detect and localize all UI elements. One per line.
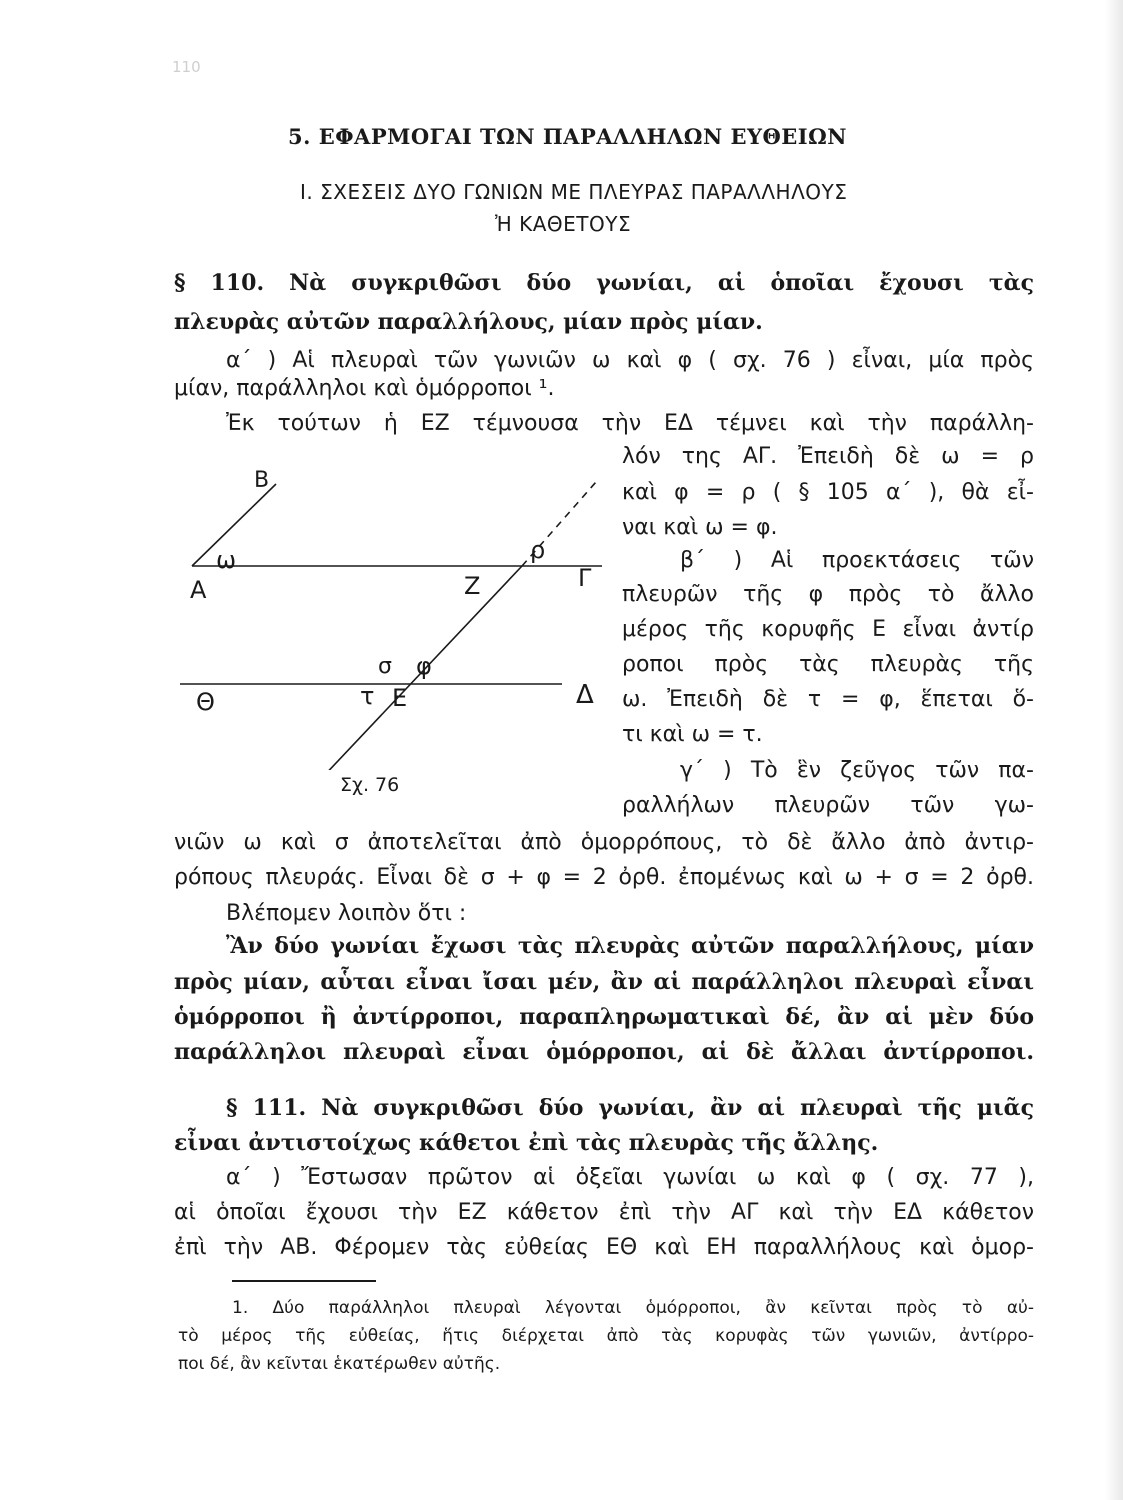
theorem-line: παράλληλοι πλευραὶ εἶναι ὁμόρροποι, αἱ δὲ ἄλλαι ἀντίρροποι. xyxy=(174,1039,1034,1065)
section-title-line-1: Ι. ΣΧΕΣΕΙΣ ΔΥΟ ΓΩΝΙΩΝ ΜΕ ΠΛΕΥΡΑΣ ΠΑΡΑΛΛΗΛΟΥΣ xyxy=(300,180,848,204)
side-text-line: καὶ φ = ρ ( § 105 α΄ ), θὰ εἶ- xyxy=(622,480,1034,505)
paragraph-text-line: Βλέπομεν λοιπὸν ὅτι : xyxy=(226,901,467,926)
section-title-line-2: Ἠ ΚΑΘΕΤΟΥΣ xyxy=(495,212,632,236)
chapter-title: 5. ΕΦΑΡΜΟΓΑΙ ΤΩΝ ΠΑΡΑΛΛΗΛΩΝ ΕΥΘΕΙΩΝ xyxy=(288,124,847,149)
paragraph-111-a-line: α΄ ) Ἔστωσαν πρῶτον αἱ ὀξεῖαι γωνίαι ω καὶ φ ( σχ. 77 ), xyxy=(226,1165,1034,1190)
paragraph-text-line: ρόπους πλευράς. Εἶναι δὲ σ + φ = 2 ὀρθ. ἐπομένως καὶ ω + σ = 2 ὀρθ. xyxy=(174,865,1034,890)
side-text-line: μέρος τῆς κορυφῆς Ε εἶναι ἀντίρ xyxy=(622,617,1034,642)
paragraph-text-line: νιῶν ω καὶ σ ἀποτελεῖται ἀπὸ ὁμορρόπους, τὸ δὲ ἄλλο ἀπὸ ἀντιρ- xyxy=(174,830,1034,855)
paragraph-110-heading-line: § 110. Νὰ συγκριθῶσι δύο γωνίαι, αἱ ὁποῖαι ἔχουσι τὰς xyxy=(174,270,1034,296)
figure-label-tau: τ xyxy=(360,682,375,710)
page-edge-shade xyxy=(1105,0,1123,1500)
figure-label-phi: φ xyxy=(416,652,432,680)
figure-label-e: Ε xyxy=(392,684,408,712)
page-number: 110 xyxy=(172,58,201,76)
footnote-line: τὸ μέρος τῆς εὐθείας, ἥτις διέρχεται ἀπὸ τὰς κορυφὰς τῶν γωνιῶν, ἀντίρρο- xyxy=(178,1326,1034,1346)
figure-label-omega: ω xyxy=(216,546,237,574)
figure-label-gamma: Γ xyxy=(578,564,592,592)
paragraph-111-a-line: ἐπὶ τὴν ΑΒ. Φέρομεν τὰς εὐθείας ΕΘ καὶ ΕΗ παραλλήλους καὶ ὁμορ- xyxy=(174,1235,1034,1260)
theorem-line: Ἂν δύο γωνίαι ἔχωσι τὰς πλευρὰς αὐτῶν παραλλήλους, μίαν xyxy=(226,933,1034,959)
paragraph-111-heading-line: § 111. Νὰ συγκριθῶσι δύο γωνίαι, ἂν αἱ πλευραὶ τῆς μιᾶς xyxy=(226,1095,1034,1121)
paragraph-111-a-line: αἱ ὁποῖαι ἔχουσι τὴν ΕΖ κάθετον ἐπὶ τὴν ΑΓ καὶ τὴν ΕΔ κάθετον xyxy=(174,1200,1034,1225)
paragraph-110-a-line: α΄ ) Αἱ πλευραὶ τῶν γωνιῶν ω καὶ φ ( σχ. 76 ) εἶναι, μία πρὸς xyxy=(226,348,1034,373)
paragraph-110-a-line: μίαν, παράλληλοι καὶ ὁμόρροποι ¹. xyxy=(174,376,555,401)
figure-label-b: Β xyxy=(254,468,270,493)
figure-label-delta: Δ xyxy=(576,680,594,710)
side-text-line: λόν της ΑΓ. Ἐπειδὴ δὲ ω = ρ xyxy=(622,444,1034,469)
theorem-line: πρὸς μίαν, αὗται εἶναι ἴσαι μέν, ἂν αἱ παράλληλοι πλευραὶ εἶναι xyxy=(174,969,1034,995)
figure-76-caption: Σχ. 76 xyxy=(340,774,400,796)
side-text-line: ναι καὶ ω = φ. xyxy=(622,515,778,540)
footnote-line: 1. Δύο παράλληλοι πλευραὶ λέγονται ὁμόρροποι, ἂν κεῖνται πρὸς τὸ αὐ- xyxy=(232,1298,1034,1318)
figure-label-z: Ζ xyxy=(464,572,481,600)
figure-label-theta: Θ xyxy=(196,688,215,716)
figure-label-sigma: σ xyxy=(378,654,392,679)
side-text-line: ω. Ἐπειδὴ δὲ τ = φ, ἕπεται ὅ- xyxy=(622,687,1034,712)
paragraph-110-heading-line: πλευρὰς αὐτῶν παραλλήλους, μίαν πρὸς μίαν. xyxy=(174,309,763,335)
paragraph-110-text-line: Ἐκ τούτων ἡ ΕΖ τέμνουσα τὴν ΕΔ τέμνει καὶ τὴν παράλλη- xyxy=(226,411,1034,436)
side-text-line: πλευρῶν τῆς φ πρὸς τὸ ἄλλο xyxy=(622,582,1034,607)
side-text-line: τι καὶ ω = τ. xyxy=(622,722,763,747)
theorem-line: ὁμόρροποι ἢ ἀντίρροποι, παραπληρωματικαὶ δέ, ἂν αἱ μὲν δύο xyxy=(174,1004,1034,1030)
side-text-line: ροποι πρὸς τὰς πλευρὰς τῆς xyxy=(622,652,1034,677)
figure-label-a: Α xyxy=(190,576,207,604)
figure-label-rho: ρ xyxy=(530,536,546,564)
footnote-line: ποι δέ, ἂν κεῖνται ἑκατέρωθεν αὐτῆς. xyxy=(178,1354,501,1374)
paragraph-111-heading-line: εἶναι ἀντιστοίχως κάθετοι ἐπὶ τὰς πλευρὰς τῆς ἄλλης. xyxy=(174,1130,879,1156)
side-text-line: ραλλήλων πλευρῶν τῶν γω- xyxy=(622,793,1034,818)
side-text-line: γ΄ ) Τὸ ἓν ζεῦγος τῶν πα- xyxy=(680,758,1034,783)
figure-76-diagram xyxy=(180,460,620,770)
side-text-line: β΄ ) Αἱ προεκτάσεις τῶν xyxy=(680,548,1034,573)
footnote-rule xyxy=(232,1280,376,1282)
